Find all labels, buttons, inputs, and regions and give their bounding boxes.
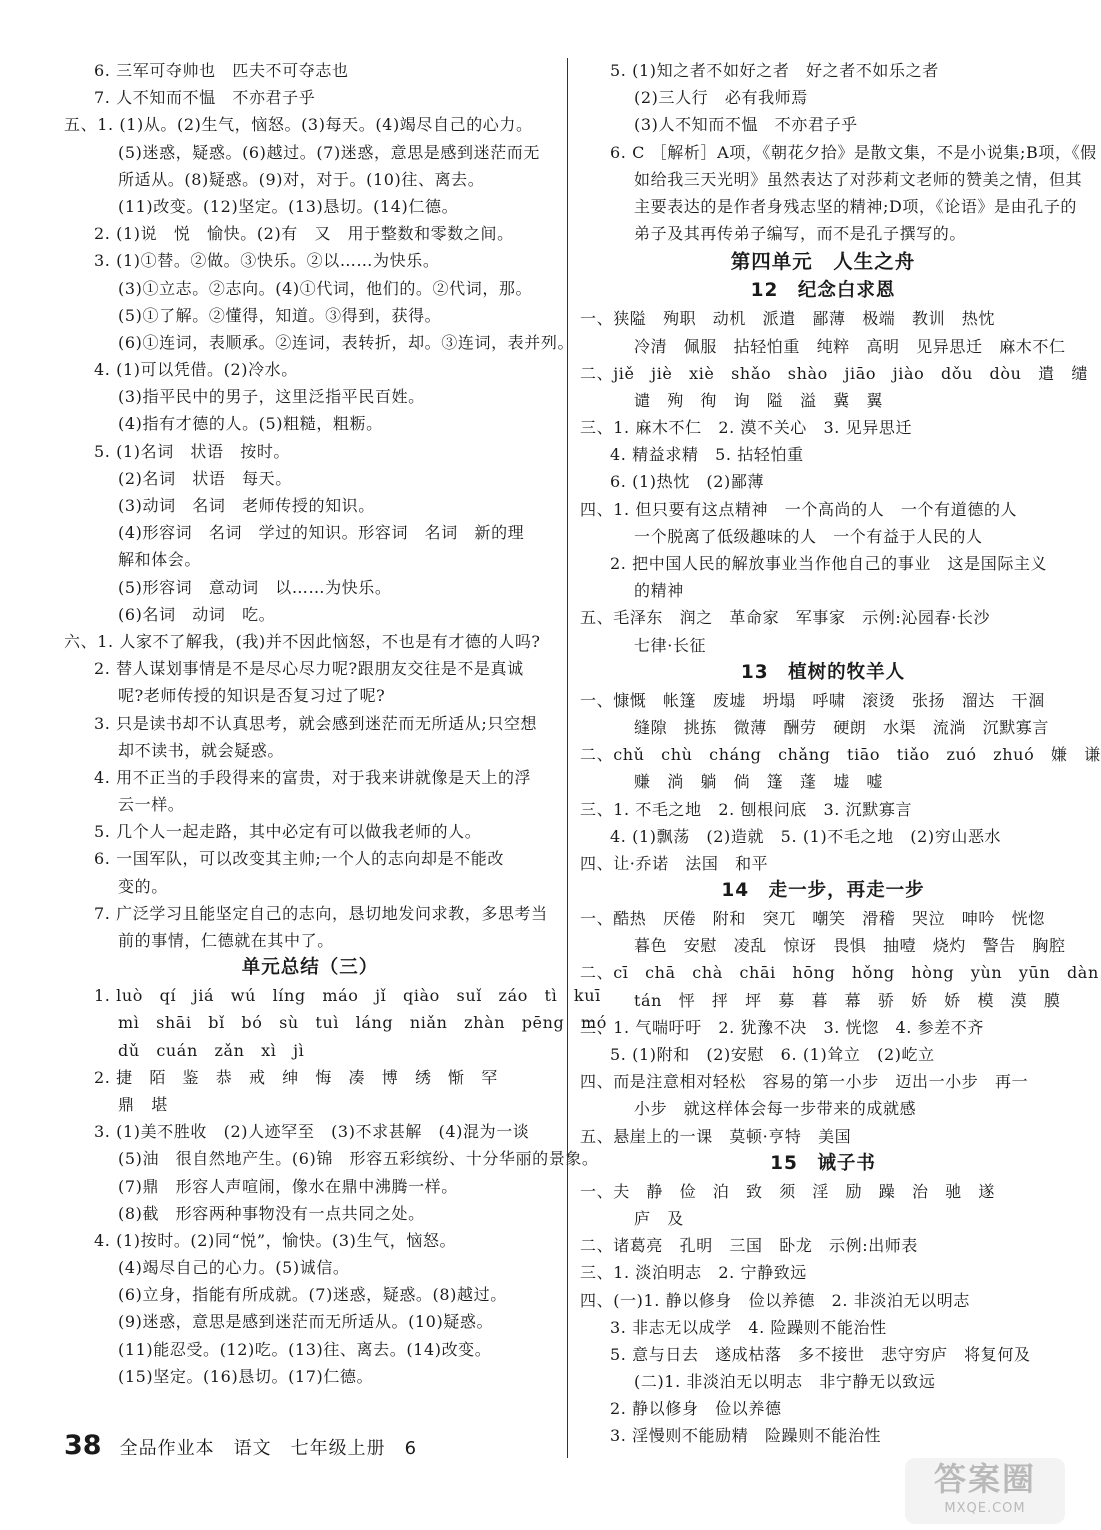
answer-line: 小步 就这样体会每一步带来的成就感 [634,1099,917,1119]
answer-line: 2. 捷 陌 鉴 恭 戒 绅 悔 凑 博 绣 惭 罕 [94,1067,498,1087]
answer-line: (二)1. 非淡泊无以明志 非宁静无以致远 [634,1372,936,1392]
answer-line: 7. 广泛学习且能坚定自己的志向，恳切地发问求教，多思考当 [94,903,548,923]
answer-line: (2)名词 状语 每天。 [118,468,292,488]
answer-line: 三、1. 淡泊明志 2. 宁静致远 [580,1263,807,1283]
answer-line: 七律·长征 [634,635,707,655]
column-divider [567,58,568,1458]
answer-line: mì shāi bǐ bó sù tuì láng niǎn zhàn pēng mó [118,1013,607,1033]
answer-line: (3)①立志。②志向。(4)①代词，他们的。②代词，那。 [118,278,533,298]
answer-line: 二、cī chā chà chāi hōng hǒng hòng yùn yūn dàn [580,963,1099,983]
right-column [580,57,1101,1450]
answer-line: 三、1. 不毛之地 2. 刨根问底 3. 沉默寡言 [580,799,913,819]
answer-line: (6)①连词，表顺承。②连词，表转折，却。③连词，表并列。 [118,332,575,352]
answer-line: 庐 及 [634,1208,684,1228]
answer-line: 5. (1)名词 状语 按时。 [94,441,291,461]
answer-line: 前的事情，仁德就在其中了。 [118,931,334,950]
answer-line: (4)形容词 名词 学过的知识。形容词 名词 新的理 [118,523,525,543]
answer-line: (7)鼎 形容人声喧闹，像水在鼎中沸腾一样。 [118,1176,458,1196]
answer-line: (9)迷惑，意思是感到迷茫而无所适从。(10)疑惑。 [118,1312,494,1332]
answer-line: 3. 淫慢则不能励精 险躁则不能治性 [610,1426,882,1446]
answer-line: 却不读书，就会疑惑。 [118,740,285,760]
answer-line: 如给我三天光明》虽然表达了对莎莉文老师的赞美之情，但其 [634,169,1083,189]
answer-line: 鼎 堪 [118,1094,168,1114]
answer-line: (5)迷惑，疑惑。(6)越过。(7)迷惑，意思是感到迷茫而无 [118,142,540,162]
answer-line: 6. C ［解析］A项，《朝花夕拾》是散文集，不是小说集;B项，《假 [610,142,1097,162]
watermark-url: MXQE.COM [944,1501,1026,1516]
answer-line: 4. (1)可以凭借。(2)冷水。 [94,360,298,380]
answer-line: (15)坚定。(16)恳切。(17)仁德。 [118,1366,374,1386]
answer-line: 5. (1)知之者不如好之者 好之者不如乐之者 [610,61,939,80]
answer-line: 赚 淌 躺 倘 篷 蓬 墟 嘘 [634,772,884,792]
section-heading: 第四单元 人生之舟 [730,250,916,274]
answer-line: 6. 三军可夺帅也 匹夫不可夺志也 [94,61,349,80]
answer-line: 2. 替人谋划事情是不是尽心尽力呢?跟朋友交往是不是真诚 [94,659,524,679]
answer-line: 五、悬崖上的一课 莫顿·亨特 美国 [580,1126,852,1146]
section-heading: 14 走一步，再走一步 [721,880,925,902]
answer-line: (3)动词 名词 老师传授的知识。 [118,496,375,515]
answer-line: 云一样。 [118,795,185,815]
answer-line: 四、(一)1. 静以修身 俭以养德 2. 非淡泊无以明志 [580,1290,970,1310]
left-column [64,57,607,1390]
answer-line: (8)截 形容两种事物没有一点共同之处。 [118,1203,425,1223]
answer-line: 二、chǔ chù cháng chǎng tiāo tiǎo zuó zhuó 嫌 谦 [580,745,1101,765]
answer-line: 6. 一国军队，可以改变其主帅;一个人的志向却是不能改 [94,849,504,869]
answer-line: 五、1. (1)从。(2)生气，恼怒。(3)每天。(4)竭尽自己的心力。 [64,115,533,135]
answer-line: 一个脱离了低级趣味的人 一个有益于人民的人 [634,526,983,546]
answer-line: 呢?老师传授的知识是否复习过了呢? [118,686,386,706]
section-heading: 13 植树的牧羊人 [740,661,906,683]
answer-line: 3. 非志无以成学 4. 险躁则不能治性 [610,1317,887,1337]
answer-line: (11)能忍受。(12)吃。(13)往、离去。(14)改变。 [118,1339,492,1359]
watermark-text: 答案圈 [933,1460,1036,1498]
answer-line: (11)改变。(12)坚定。(13)恳切。(14)仁德。 [118,196,459,216]
answer-line: 二、jiě jiè xiè shǎo shào jiāo jiào dǒu dòu 遣 缱 [580,363,1088,383]
section-heading: 12 纪念白求恩 [750,280,896,302]
answer-line: (6)立身，指能有所成就。(7)迷惑，疑惑。(8)越过。 [118,1285,507,1305]
answer-line: tán 怦 抨 坪 募 暮 幕 骄 娇 娇 模 漠 膜 [634,990,1061,1010]
answer-line: 二、诸葛亮 孔明 三国 卧龙 示例:出师表 [580,1236,918,1256]
answer-line: (2)三人行 必有我师焉 [634,88,808,108]
answer-line: 1. luò qí jiá wú líng máo jǐ qiào suǐ záo tì kuī [94,986,601,1006]
answer-line: 变的。 [118,876,168,896]
page-number: 38 [64,1430,102,1461]
answer-line: 六、1. 人家不了解我，(我)并不因此恼怒，不也是有才德的人吗? [64,631,541,651]
answer-line: dǔ cuán zǎn xì jì [118,1040,305,1060]
answer-line: 4. 精益求精 5. 拈轻怕重 [610,445,804,465]
answer-line: 三、1. 气喘吁吁 2. 犹豫不决 3. 恍惚 4. 参差不齐 [580,1017,985,1037]
watermark-logo [905,1458,1065,1524]
answer-line: 四、让·乔诺 法国 和平 [580,853,769,873]
answer-line: 5. (1)附和 (2)安慰 6. (1)耸立 (2)屹立 [610,1045,935,1064]
answer-line: (5)形容词 意动词 以……为快乐。 [118,577,392,597]
answer-line: (4)指有才德的人。(5)粗糙，粗粝。 [118,414,383,434]
answer-line: 暮色 安慰 凌乱 惊讶 畏惧 抽噎 烧灼 警告 胸腔 [634,936,1066,956]
answer-line: 一、酷热 厌倦 附和 突兀 嘲笑 滑稽 哭泣 呻吟 恍惚 [580,909,1045,929]
answer-line: 一、慷慨 帐篷 废墟 坍塌 呼啸 滚烫 张扬 溜达 干涸 [580,690,1045,710]
answer-line: 四、1. 但只要有这点精神 一个高尚的人 一个有道德的人 [580,499,1018,519]
answer-line: 冷清 佩服 拈轻怕重 纯粹 高明 见异思迁 麻木不仁 [634,336,1066,356]
answer-line: 缝隙 挑拣 微薄 酬劳 硬朗 水渠 流淌 沉默寡言 [634,717,1050,737]
answer-line: 4. (1)飘荡 (2)造就 5. (1)不毛之地 (2)穷山恶水 [610,826,1002,846]
answer-line: 7. 人不知而不愠 不亦君子乎 [94,88,316,108]
answer-line: 2. 把中国人民的解放事业当作他自己的事业 这是国际主义 [610,554,1048,573]
answer-line: 3. 只是读书却不认真思考，就会感到迷茫而无所适从;只空想 [94,713,538,733]
answer-line: (3)指平民中的男子，这里泛指平民百姓。 [118,387,425,407]
section-heading: 单元总结（三） [241,957,379,979]
answer-line: 所适从。(8)疑惑。(9)对，对于。(10)往、离去。 [118,169,485,189]
answer-line: 3. (1)①替。②做。③快乐。②以……为快乐。 [94,251,440,271]
answer-line: (5)油 很自然地产生。(6)锦 形容五彩缤纷、十分华丽的景象。 [118,1149,599,1169]
answer-line: 4. (1)按时。(2)同“悦”，愉快。(3)生气，恼怒。 [94,1230,457,1250]
answer-line: 2. 静以修身 俭以养德 [610,1399,782,1419]
answer-line: 一、夫 静 俭 泊 致 须 淫 励 躁 治 驰 遂 [580,1181,996,1201]
answer-line: (5)①了解。②懂得，知道。③得到，获得。 [118,305,442,325]
answer-line: 三、1. 麻木不仁 2. 漠不关心 3. 见异思迁 [580,418,913,438]
answer-line: 6. (1)热忱 (2)鄙薄 [610,472,765,492]
answer-line: 弟子及其再传弟子编写，而不是孔子撰写的。 [634,224,967,244]
page-footer [64,1430,417,1470]
section-heading: 15 诫子书 [770,1152,876,1174]
answer-line: 五、毛泽东 润之 革命家 军事家 示例:沁园春·长沙 [580,608,991,628]
answer-line: 4. 用不正当的手段得来的富贵，对于我来讲就像是天上的浮 [94,767,532,787]
answer-line: (4)竭尽自己的心力。(5)诚信。 [118,1258,350,1278]
answer-line: 谴 殉 徇 询 隘 溢 冀 翼 [634,390,884,410]
answer-line: 四、而是注意相对轻松 容易的第一小步 迈出一小步 再一 [580,1072,1029,1092]
answer-line: 2. (1)说 悦 愉快。(2)有 又 用于整数和零数之间。 [94,224,514,244]
answer-line: 5. 几个人一起走路，其中必定有可以做我老师的人。 [94,822,482,842]
answer-line: 的精神 [634,581,684,601]
answer-line: 解和体会。 [118,550,202,570]
answer-line: 5. 意与日去 遂成枯落 多不接世 悲守穷庐 将复何及 [610,1344,1031,1364]
answer-line: 一、狭隘 殉职 动机 派遣 鄙薄 极端 教训 热忱 [580,309,996,329]
answer-line: (3)人不知而不愠 不亦君子乎 [634,115,858,135]
answer-line: 3. (1)美不胜收 (2)人迹罕至 (3)不求甚解 (4)混为一谈 [94,1122,530,1142]
book-title: 全品作业本 语文 七年级上册 6 [119,1438,418,1459]
answer-line: 主要表达的是作者身残志坚的精神;D项，《论语》是由孔子的 [634,196,1078,216]
answer-line: (6)名词 动词 吃。 [118,604,276,624]
